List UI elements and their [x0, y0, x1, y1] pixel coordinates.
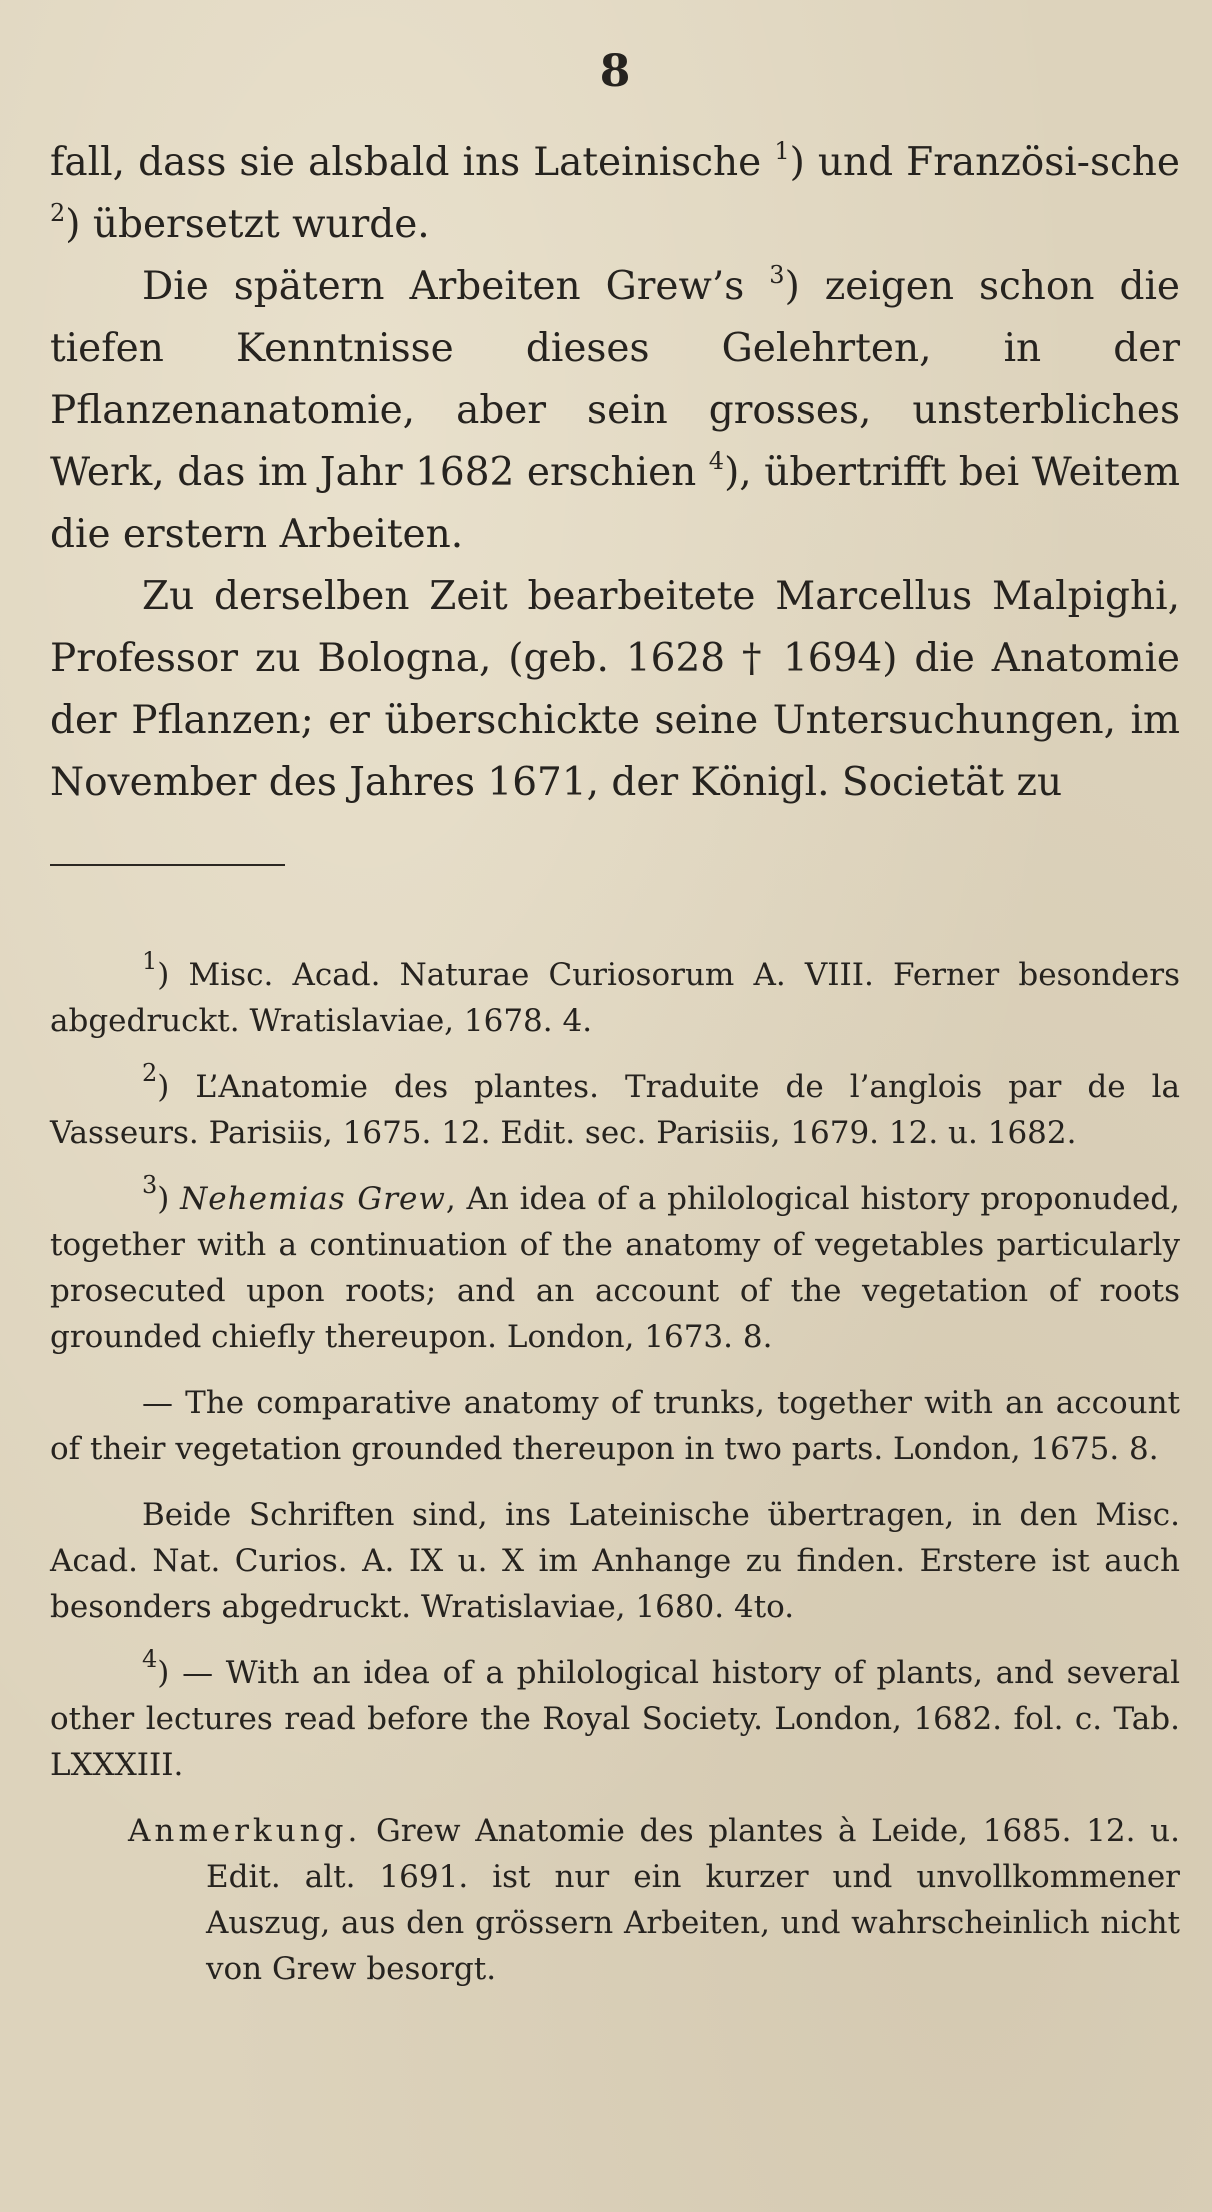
- footnote-marker: 1: [142, 947, 158, 975]
- paragraph-3: Zu derselben Zeit bearbeitete Marcellus Malpighi, Professor zu Bologna, (geb. 1628 † 1694) die Anatomie der Pflanzen; er überschickte seine Untersuchungen, im November des Jahres 1671, der Königl. Societät zu: [50, 574, 1180, 805]
- footnote-ref-2: 2: [50, 199, 66, 227]
- footnote-ref-3: 3: [769, 261, 785, 289]
- footnotes: [50, 947, 1180, 1992]
- annotation-note: Anmerkung. Grew Anatomie des plantes à Leide, 1685. 12. u. Edit. alt. 1691. ist nur ein kurzer und unvollkommener Auszug, aus den grössern Arbeiten, und wahrscheinlich nicht von Grew besorgt.: [128, 1813, 1180, 1987]
- footnote-ref-1: 1: [774, 137, 790, 165]
- footnote-marker: 3: [142, 1171, 158, 1199]
- footnote-marker: 4: [142, 1645, 158, 1673]
- paragraph-1: fall, dass sie alsbald ins Lateinische $^1$) und Französi-sche $^2$) übersetzt wurde.: [50, 137, 1180, 247]
- footnote-1: $^1$) Misc. Acad. Naturae Curiosorum A. VIII. Ferner besonders abgedruckt. Wratislaviae, 1678. 4.: [50, 947, 1180, 1039]
- paragraph-2: Die spätern Arbeiten Grew’s $^3$) zeigen schon die tiefen Kenntnisse dieses Gelehrten, in der Pflanzenanatomie, aber sein grosses, unsterbliches Werk, das im Jahr 1682 erschien $^4$), übertrifft bei Weitem die erstern Arbeiten.: [50, 261, 1181, 557]
- author-name: Nehemias Grew: [180, 1181, 446, 1217]
- footnote-3-remark: Beide Schriften sind, ins Lateinische übertragen, in den Misc. Acad. Nat. Curios. A. IX u. X im Anhange zu finden. Erstere ist auch besonders abgedruckt. Wratislaviae, 1680. 4to.: [50, 1497, 1180, 1625]
- footnote-divider: [50, 864, 285, 866]
- footnote-2: $^2$) L’Anatomie des plantes. Traduite de l’anglois par de la Vasseurs. Parisiis, 1675. 12. Edit. sec. Parisiis, 1679. 12. u. 1682.: [50, 1059, 1180, 1151]
- main-text: [50, 132, 1180, 814]
- footnote-3-continued: — The comparative anatomy of trunks, together with an account of their vegetation grounded thereupon in two parts. London, 1675. 8.: [50, 1385, 1180, 1467]
- page-number: 8: [599, 46, 631, 97]
- footnote-4: $^4$) — With an idea of a philological history of plants, and several other lectures read before the Royal Society. London, 1682. fol. c. Tab. LXXXIII.: [50, 1645, 1180, 1783]
- footnote-ref-4: 4: [708, 447, 725, 475]
- note-label: Anmerkung.: [128, 1813, 362, 1849]
- footnote-marker: 2: [142, 1059, 158, 1087]
- book-page: [50, 40, 1180, 1992]
- footnote-3: $^3$) Nehemias Grew, An idea of a philological history proponuded, together with a continuation of the anatomy of vegetables particularly prosecuted upon roots; and an account of the vegetation of roots grounded chiefly thereupon. London, 1673. 8.: [50, 1171, 1180, 1355]
